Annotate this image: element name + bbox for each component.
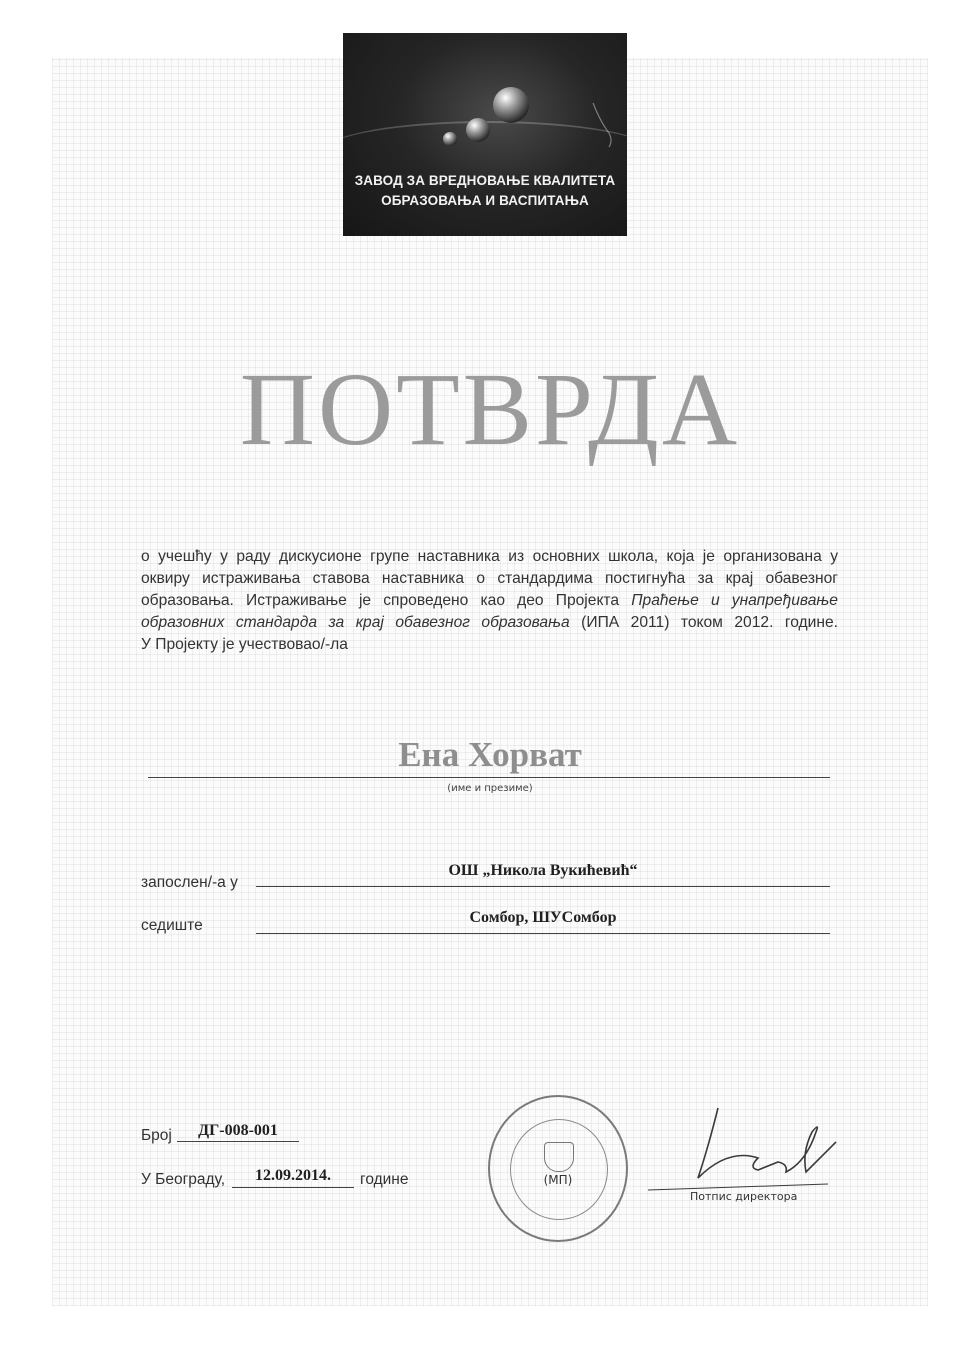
logo-sphere-large [493,87,529,123]
date-label-suffix: године [360,1171,409,1188]
institute-logo [343,33,627,236]
official-seal [488,1095,628,1242]
signature-caption: Потпис директора [690,1190,798,1203]
logo-sphere-medium [466,118,490,142]
seal-mp-label: (МП) [543,1173,573,1187]
number-underline [177,1141,299,1142]
number-label: Број [141,1127,172,1144]
coat-of-arms-icon [544,1142,574,1172]
body-line-4-text: (ИПА 2011) током 2012. године. [569,614,838,631]
seat-label: седиште [141,917,203,934]
body-line-3 [141,590,838,612]
body-line-5: У Пројекту је учествовао/-ла [141,636,348,653]
project-title-part2: образовних стандарда за крај обавезног образовања [141,614,570,631]
seat-underline [256,933,830,934]
body-line-3-text: образовања. Истраживање је спроведено као део Пројекта [141,592,632,609]
name-underline [148,777,830,778]
logo-text-line1: ЗАВОД ЗА ВРЕДНОВАЊЕ КВАЛИТЕТА [354,173,616,188]
logo-sphere-small [443,132,457,146]
seat-value: Сомбор, ШУСомбор [469,909,617,926]
body-line-1: о учешћу у раду дискусионе групе наставника из основних школа, која је организована у [141,548,838,565]
certificate-title: ПОТВРДА [239,352,741,467]
date-label-prefix: У Београду, [141,1171,226,1188]
number-value: ДГ-008-001 [198,1122,278,1139]
date-value: 12.09.2014. [255,1167,331,1184]
employment-underline [256,886,830,887]
logo-text-line2: ОБРАЗОВАЊА И ВАСПИТАЊА [381,193,589,208]
director-signature [628,1098,858,1198]
certificate-body-text [141,546,838,656]
employment-value: ОШ „Никола Вукићевић“ [448,862,638,879]
project-title-part1: Праћење и унапређивање [631,592,838,609]
employment-label: запослен/-а у [141,874,238,891]
body-line-2: оквиру истраживања ставова наставника о стандардима постигнућа за крај обавезног [141,570,838,587]
body-line-4 [141,612,838,634]
name-caption: (име и презиме) [447,783,533,794]
participant-name: Ена Хорват [398,735,582,774]
date-underline [232,1187,354,1188]
